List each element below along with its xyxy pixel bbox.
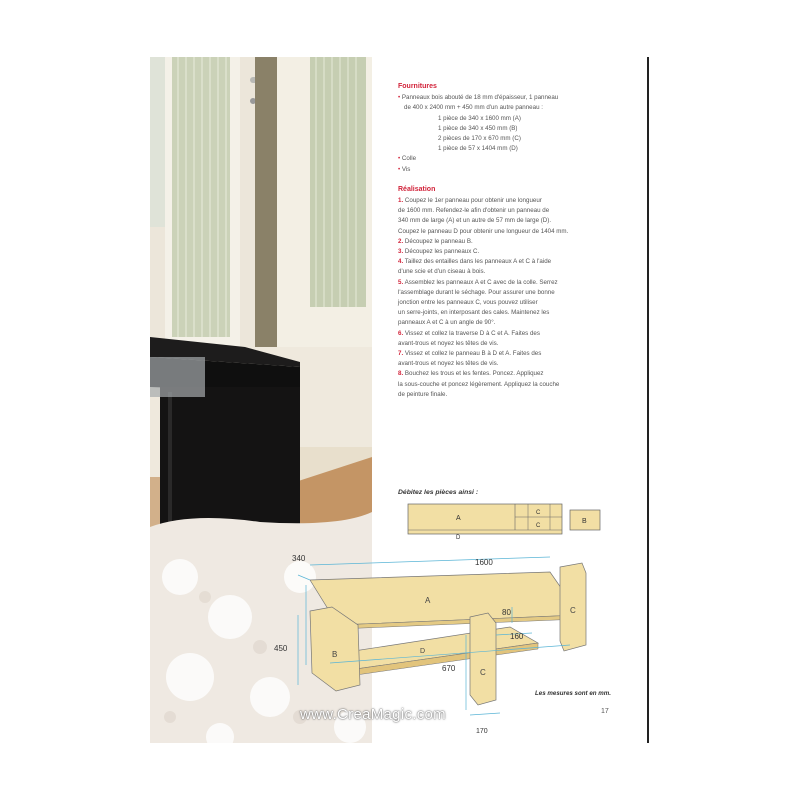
step-text: l'assemblage durant le séchage. Pour assurer une bonne xyxy=(398,288,555,296)
step-text: d'une scie et d'un ciseau à bois. xyxy=(398,268,486,276)
step-text: 340 mm de large (A) et un autre de 57 mm de large (D). xyxy=(398,217,552,225)
step-text: Vissez et collez la traverse D à C et A. Faites des xyxy=(404,329,540,337)
supply-item-3: • Vis xyxy=(398,165,411,173)
supply-text: Colle xyxy=(401,155,417,163)
step-text: avant-trous et noyez les têtes de vis. xyxy=(398,339,499,347)
cut-plan-diagram xyxy=(398,500,608,542)
cut-label-c2: C xyxy=(536,523,541,529)
cut-label-b: B xyxy=(582,518,587,525)
supply-text: Vis xyxy=(401,165,411,173)
piece-label-a: A xyxy=(425,596,431,605)
supply-item-2: • Colle xyxy=(398,155,417,163)
units-note: Les mesures sont en mm. xyxy=(535,690,611,697)
page-number: 17 xyxy=(601,708,609,715)
step-number: 1. xyxy=(398,197,404,205)
step-5 xyxy=(398,278,630,288)
cut-plan-title: Débitez les pièces ainsi : xyxy=(398,489,479,496)
step-text: panneaux A et C à un angle de 90°. xyxy=(398,319,496,327)
dim-160: 160 xyxy=(510,632,524,641)
cut-label-d: D xyxy=(456,535,461,541)
step-6 xyxy=(398,329,630,339)
watermark: www.CreaMagic.com xyxy=(300,706,446,723)
step-number: 6. xyxy=(398,329,404,337)
step-number: 4. xyxy=(398,258,404,266)
piece-label-c2: C xyxy=(570,606,576,615)
step-text: un serre-joints, en interposant des cales. Maintenez les xyxy=(398,309,550,317)
supply-text: de 400 x 2400 mm + 450 mm d'un autre panneau : xyxy=(404,104,543,112)
cut-label-c1: C xyxy=(536,510,541,516)
step-text: Découpez le panneau B. xyxy=(404,237,473,245)
step-text: de peinture finale. xyxy=(398,390,448,398)
dim-340: 340 xyxy=(292,554,306,563)
step-3 xyxy=(398,247,630,257)
piece-line: 1 pièce de 340 x 1600 mm (A) xyxy=(438,114,521,122)
step-text: Assemblez les panneaux A et C avec de la colle. Serrez xyxy=(404,278,558,286)
step-number: 8. xyxy=(398,370,404,378)
supplies-heading: Fournitures xyxy=(398,83,437,90)
step-text: Coupez le 1er panneau pour obtenir une longueur xyxy=(404,197,542,205)
piece-line: 2 pièces de 170 x 670 mm (C) xyxy=(438,135,521,143)
supply-item-1: • Panneaux bois abouté de 18 mm d'épaisseur, 1 panneau xyxy=(398,94,559,102)
step-text: avant-trous et noyez les têtes de vis. xyxy=(398,360,499,368)
dim-1600: 1600 xyxy=(475,558,493,567)
board-panel xyxy=(408,504,562,534)
piece-label-d: D xyxy=(420,648,426,655)
dim-80: 80 xyxy=(502,608,511,617)
instructions-column xyxy=(398,82,630,400)
step-text: de 1600 mm. Refendez-le afin d'obtenir un panneau de xyxy=(398,207,550,215)
step-text: jonction entre les panneaux C, vous pouvez utiliser xyxy=(398,299,538,307)
step-text: Vissez et collez le panneau B à D et A. Faites des xyxy=(404,350,542,358)
step-number: 2. xyxy=(398,237,404,245)
dim-450: 450 xyxy=(274,644,288,653)
step-text: Bouchez les trous et les fentes. Poncez. Appliquez xyxy=(404,370,544,378)
step-2 xyxy=(398,237,630,247)
dim-170: 170 xyxy=(476,728,488,735)
panel-c-front xyxy=(470,613,496,705)
piece-line: 1 pièce de 57 x 1404 mm (D) xyxy=(438,145,518,153)
piece-line: 1 pièce de 340 x 450 mm (B) xyxy=(438,124,518,132)
step-text: Coupez le panneau D pour obtenir une longueur de 1404 mm. xyxy=(398,227,569,235)
step-1 xyxy=(398,196,630,206)
cut-label-a: A xyxy=(456,515,461,522)
step-text: la sous-couche et poncez légèrement. Appliquez la couche xyxy=(398,380,560,388)
piece-label-b: B xyxy=(332,650,338,659)
piece-label-c1: C xyxy=(480,668,486,677)
step-number: 3. xyxy=(398,248,404,256)
dim-670: 670 xyxy=(442,664,456,673)
page-edge xyxy=(647,57,649,743)
step-7 xyxy=(398,349,630,359)
supply-text: Panneaux bois abouté de 18 mm d'épaisseur, 1 panneau xyxy=(401,94,559,102)
step-text: Taillez des entailles dans les panneaux A et C à l'aide xyxy=(404,258,552,266)
step-text: Découpez les panneaux C. xyxy=(404,248,480,256)
step-number: 7. xyxy=(398,350,404,358)
step-number: 5. xyxy=(398,278,404,286)
step-8 xyxy=(398,369,630,379)
step-4 xyxy=(398,257,630,267)
steps-heading: Réalisation xyxy=(398,185,436,193)
